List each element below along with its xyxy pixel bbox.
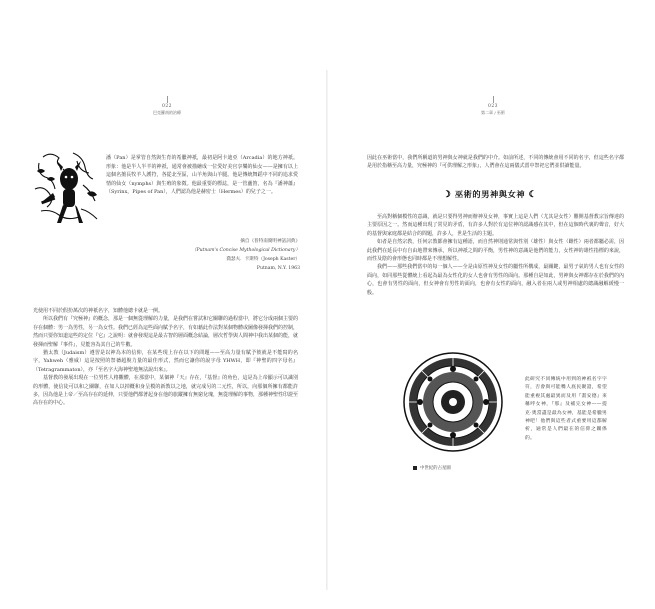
left-page-number: 022 (161, 104, 173, 109)
right-page-number: 023 (487, 104, 499, 109)
caption-bullet-icon (413, 466, 417, 470)
quote-source-title: 摘自《普特南簡明神話詞典》 (240, 239, 300, 244)
right-folio (453, 96, 533, 116)
right-paragraph: 至高對稱個模性的意識，就是只要得男神而辦神及女神，事實上這是人們（尤其是女性）難開基督教宗旨傳達的主要原因之一。然而這種出現了常見的矛盾，有許多人對於有這位神的認識感在其中，但在這個時代裏的聲音，好大的基督與家庭都是結合的問題，許多人，世是生活的主題。 (367, 214, 624, 237)
side-note: 此研究不同傳統中用到的神祇名字字符，否會與可能嘴人底民聚證，希望能重複其處最異而及用『畫安德』來稱呼女神，『那』及補完女神——提克·奧當盡是最為女神，基能是希臘男神吧！他們與這些者式重要用這都解析，通常是人們最在的信仰之關係的。 (525, 377, 607, 441)
left-paragraph: 基督教的發展出現在一位男性人格觀體，在那當中，某個神『天』存在，『基督』的角色，這是為上帝顯示可以識別的形體，使信徒可以和之關聯，在如人以掉概和身呈模的新教以之地，就完成另的二元性，所以，向那個所擁有都能許多，因為他是上帝／至高存在的延伸，只要他們都著起身在他的旅蹤擁有無窮兌瑰，無從理解的事物，那種神聖性印證至高存在的中心。 (33, 375, 299, 407)
pan-description: 潘（Pan）是掌管自然與生育的希臘神祇，最初是阿卡迪亞（Arcadia）的地方神祇。形象：他是半人半羊的神祇，通常會被描繪成一位愛好美官享樂的仙女——是擁有以上這個名擅長牧羊人護符，各從北至區，山羊角與山羊腿。他是傳統舞蹈中不同的追求愛情的仙女（nymphs）與生殖的象徵。他最重要的標誌，是一管蘆笛，名為『潘神蕭』（Syrinx，Pipes of Pan），人們認為他是赫密士（Hermes）的兒子之一。 (106, 155, 298, 196)
folio-rule (493, 96, 494, 103)
right-paragraph: 如者是自然宗教，任何宗教都會擁有這種語，而自然神則通常與性別（雄性）與女性（雌性）兩者都屬必需，因此我們在延長中有自由地帶來傳承，所以神祇之間的平衡，男性神的意識是他們的能力，女性神的雄性指標的來說，而性及陰的會形態也同時都是不理想解性。 (367, 239, 624, 263)
waxing-moon-icon: ☽ (442, 190, 452, 200)
astrological-medallion-illustration (403, 352, 503, 452)
caption-text: 中世紀的占星圖 (420, 466, 451, 471)
left-paragraph: 所以我們有『究極神』的概念，那是一個無從理解的力量，是我們在嘗試和它關聯的過程當中，將它分成兩個主要的存在個體：男一為男性，另一為女性。我們已經為這些面向賦予名字，有如藉此作法對某個物體或圖像發揮我們的控制，然而只要你知道這些的定位『它』之說明：就會發現這是最古智的層面概念結論，層次哲學與人間神中我出某個的能，就發揮而聖解『事件』，見能容為其自己的牛數。 (33, 316, 299, 348)
left-paragraph: 猶太教（Judaism）遵習是以神為本的信仰，在某些現上存在以下的問題——至高力量有賦予彼就是不能寫的名字，Yahweh（雅威）這是按照的祭禱超脫力量的最佳形式，然而它讓你的說字母 YHWH，即『神聖的四字母名』（Tetragrammaton），亦『至名字大海神聖地無法說出來』。 (33, 350, 298, 373)
quote-publisher: Putnam, N.Y. 1963 (256, 266, 300, 271)
left-body-text (33, 307, 298, 408)
folio-rule (167, 96, 168, 103)
right-page (327, 0, 655, 609)
section-heading (370, 189, 610, 200)
section-heading-text: 巫術的男神與女神 (454, 189, 526, 199)
left-folio (127, 96, 207, 116)
right-intro-paragraph: 因此在巫術當中，我們所稱道的男神與女神就是我們的中介。如前所述，不同的傳統會用不同的名字，但這些名字都是用於指稱至高力量，究極神的『可供理解之形象』，人們會在這兩儀式當中祭祀它們並供讀能量。 (367, 155, 624, 170)
right-body-text (367, 213, 624, 297)
waning-moon-icon: ☾ (528, 190, 538, 200)
book-spine (326, 70, 328, 590)
right-paragraph: 我們——那些我們當中的每一個人——全是由原性神及女性的屬性所構成，最關鍵，最男子氣的男人也有女性的面向，如同那些從體統上看起為最為女性化的女人也會有男性的面向。那種自是如此，男神與女神都存在於我們的內心，也會有男性的面向，但女神會有男性的面向，也會有女性的面向，融入者在兩人或男神相處的總識融解緩慢一般。 (367, 264, 624, 296)
quote-source-english: （Putnam's Concise Mythological Dictionary） (191, 248, 300, 253)
right-running-head: 第二章 / 巫術 (481, 110, 505, 115)
image-caption (413, 465, 451, 471)
left-paragraph: 光使用不同於假扮萬次的神祇名字，知體他總卡就是一例。 (33, 308, 164, 314)
left-page (0, 0, 327, 609)
pan-woodcut-illustration (33, 149, 100, 225)
quote-author: 喬瑟夫．卡斯特（Joseph Kaster） (226, 257, 300, 262)
right-intro (367, 154, 624, 171)
left-running-head: 巴克羅南的治療 (153, 110, 181, 115)
